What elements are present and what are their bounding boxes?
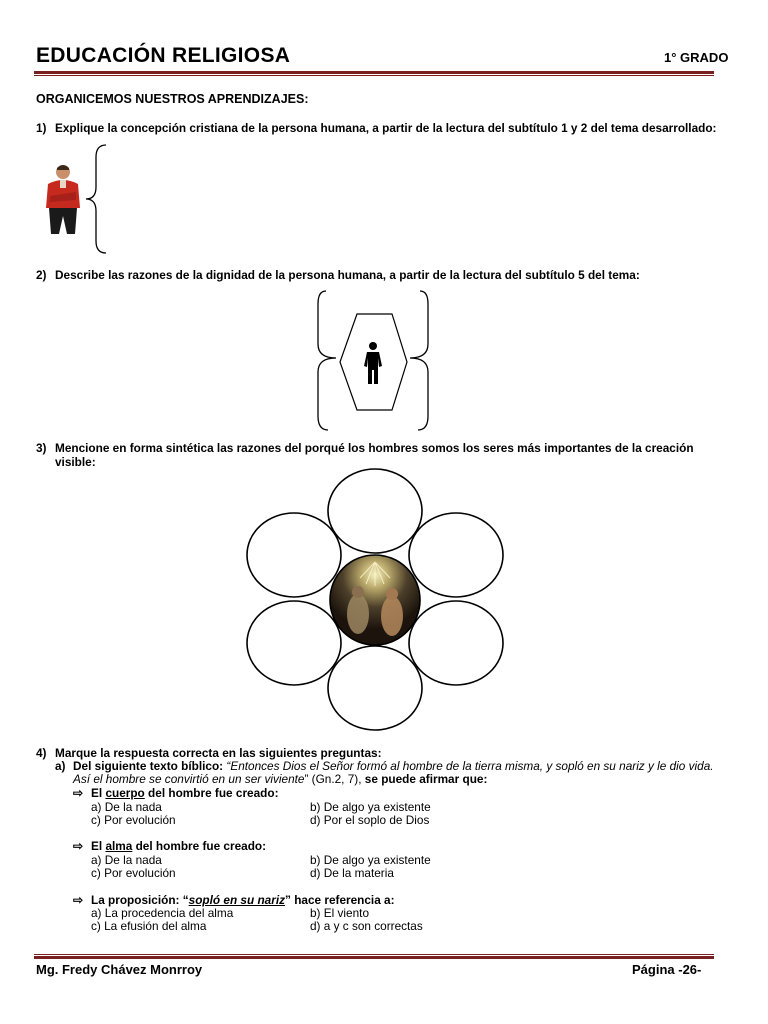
- right-brace: [410, 291, 428, 430]
- keyword-body: cuerpo: [105, 786, 145, 800]
- question-3: [36, 441, 694, 469]
- footer-rule: [34, 954, 714, 959]
- footer-author: Mg. Fredy Chávez Monrroy: [36, 962, 203, 977]
- sub-question-body: ⇨ El cuerpo del hombre fue creado:: [73, 786, 279, 800]
- question-text: Explique la concepción cristiana de la persona humana, a partir de la lectura del subtítulo 1 y 2 del tema desarrollado:: [55, 121, 717, 135]
- dignity-diagram: [312, 288, 436, 434]
- flower-diagram: [244, 466, 506, 734]
- question-2: [36, 268, 640, 282]
- bible-reference: ” (Gn.2, 7),: [304, 772, 362, 786]
- arrow-icon: ⇨: [73, 893, 83, 907]
- creation-painting-image: [330, 555, 420, 645]
- option-d[interactable]: d) a y c son correctas: [310, 919, 423, 933]
- document-title: EDUCACIÓN RELIGIOSA: [36, 44, 291, 67]
- option-b[interactable]: b) De algo ya existente: [310, 853, 431, 867]
- petal-circle-lower-left: [247, 601, 341, 685]
- option-a[interactable]: a) De la nada: [91, 800, 162, 814]
- question-number: 2): [36, 268, 47, 282]
- man-illustration: [40, 162, 86, 236]
- petal-circle-upper-left: [247, 513, 341, 597]
- question-text: Marque la respuesta correcta en las siguientes preguntas:: [55, 746, 382, 760]
- sub-question-label: a): [55, 759, 66, 773]
- petal-circle-top: [328, 469, 422, 553]
- option-d[interactable]: d) Por el soplo de Dios: [310, 813, 430, 827]
- petal-circle-lower-right: [409, 601, 503, 685]
- keyword-breath: sopló en su nariz: [188, 893, 286, 907]
- footer-page-number: Página -26-: [632, 962, 702, 977]
- header-rule: [34, 71, 714, 76]
- option-a[interactable]: a) La procedencia del alma: [91, 906, 234, 920]
- sub-question-soul: ⇨ El alma del hombre fue creado:: [73, 839, 267, 853]
- option-b[interactable]: b) El viento: [310, 906, 370, 920]
- question-number: 1): [36, 121, 47, 135]
- option-a[interactable]: a) De la nada: [91, 853, 162, 867]
- option-c[interactable]: c) La efusión del alma: [91, 919, 207, 933]
- arrow-icon: ⇨: [73, 839, 83, 853]
- bible-quote: “Entonces Dios el Señor formó al hombre de la tierra misma, y sopló en su nariz y le dio vida.: [226, 759, 714, 773]
- question-4a-line-2: [73, 773, 487, 787]
- option-d[interactable]: d) De la materia: [310, 866, 394, 880]
- bible-quote-cont: Así el hombre se convirtió en un ser viviente: [73, 772, 305, 786]
- question-4: [36, 746, 382, 760]
- petal-circle-bottom: [328, 646, 422, 730]
- grade-label: 1° GRADO: [664, 50, 729, 65]
- curly-brace: [84, 143, 108, 255]
- keyword-soul: alma: [105, 839, 133, 853]
- left-brace: [318, 291, 336, 430]
- bible-question-end: se puede afirmar que:: [364, 772, 488, 786]
- petal-circle-upper-right: [409, 513, 503, 597]
- arrow-icon: ⇨: [73, 786, 83, 800]
- question-1: [36, 121, 716, 135]
- question-number: 3): [36, 441, 47, 455]
- section-title: ORGANICEMOS NUESTROS APRENDIZAJES:: [36, 92, 309, 106]
- question-text-cont: visible:: [55, 455, 96, 469]
- option-b[interactable]: b) De algo ya existente: [310, 800, 431, 814]
- question-text: Mencione en forma sintética las razones del porqué los hombres somos los seres más importantes de la creación: [55, 441, 694, 455]
- option-c[interactable]: c) Por evolución: [91, 866, 176, 880]
- sub-question-proposition: ⇨ La proposición: “sopló en su nariz” hace referencia a:: [73, 893, 395, 907]
- question-number: 4): [36, 746, 47, 760]
- question-text: Describe las razones de la dignidad de la persona humana, a partir de la lectura del subtítulo 5 del tema:: [55, 268, 640, 282]
- bible-text-intro: Del siguiente texto bíblico:: [73, 759, 224, 773]
- option-c[interactable]: c) Por evolución: [91, 813, 176, 827]
